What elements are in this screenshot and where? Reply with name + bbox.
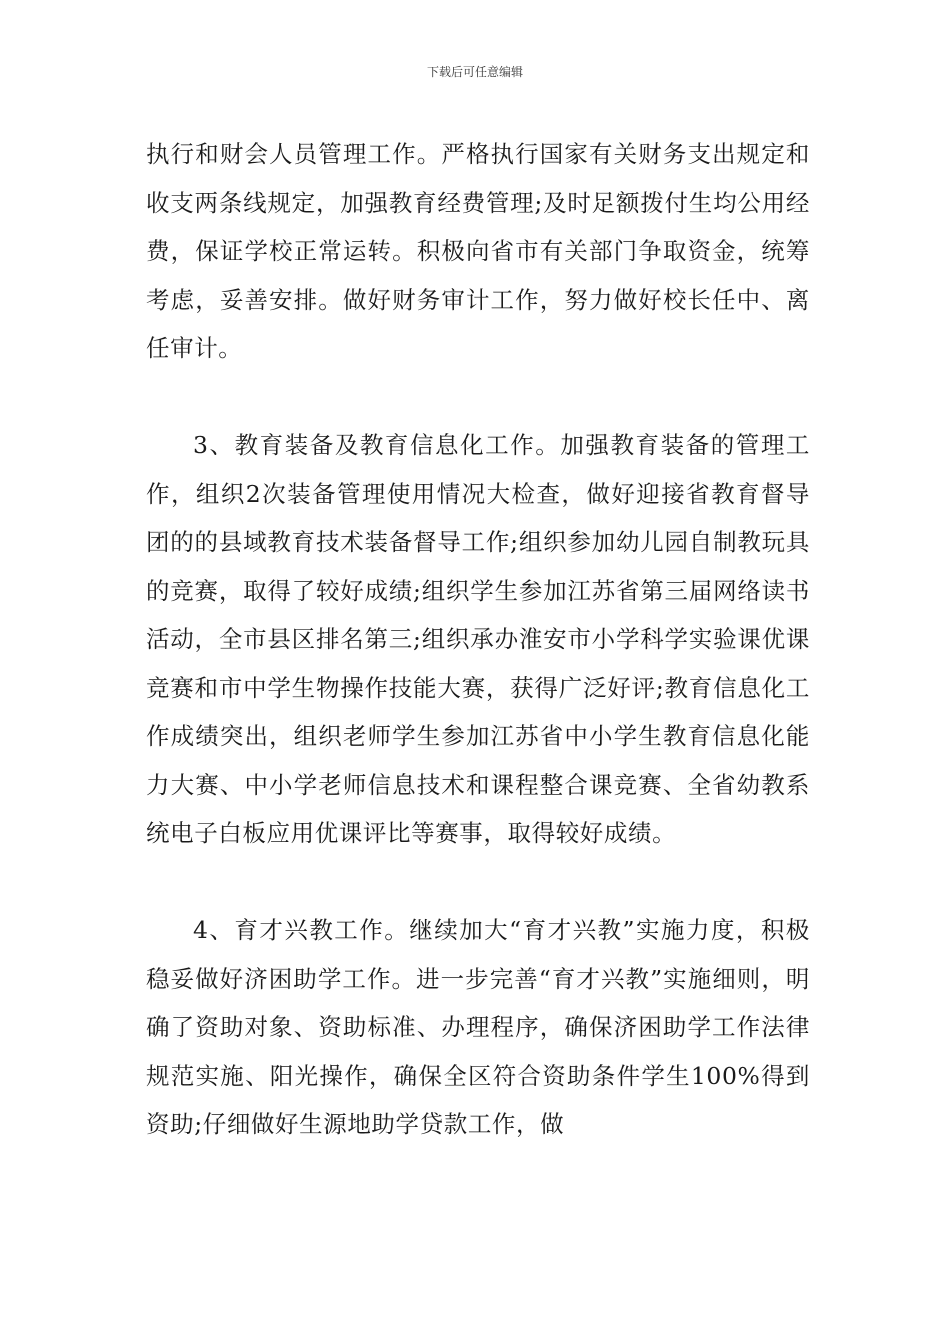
- paragraph-gap: [146, 373, 810, 422]
- paragraph-finance-continued: 执行和财会人员管理工作。严格执行国家有关财务支出规定和收支两条线规定，加强教育经费管理;及时足额拨付生均公用经费，保证学校正常运转。积极向省市有关部门争取资金，统筹考虑，妥善安排。做好财务审计工作，努力做好校长任中、离任审计。: [146, 140, 810, 362]
- paragraph-equipment-informatization: 3、教育装备及教育信息化工作。加强教育装备的管理工作，组织2次装备管理使用情况大检查，做好迎接省教育督导团的的县域教育技术装备督导工作;组织参加幼儿园自制教玩具的竞赛，取得了较好成绩;组织学生参加江苏省第三届网络读书活动，全市县区排名第三;组织承办淮安市小学科学实验课优课竞赛和市中学生物操作技能大赛，获得广泛好评;教育信息化工作成绩突出，组织老师学生参加江苏省中小学生教育信息化能力大赛、中小学老师信息技术和课程整合课竞赛、全省幼教系统电子白板应用优课评比等赛事，取得较好成绩。: [146, 431, 810, 847]
- paragraph-gap: [146, 858, 810, 907]
- page-header: 下载后可任意编辑: [426, 65, 523, 79]
- paragraph-talent-education: 4、育才兴教工作。继续加大“育才兴教”实施力度，积极稳妥做好济困助学工作。进一步完善“育才兴教”实施细则，明确了资助对象、资助标准、办理程序，确保济困助学工作法律规范实施、阳光操作，确保全区符合资助条件学生100%得到资助;仔细做好生源地助学贷款工作，做: [146, 916, 810, 1138]
- document-body: [146, 130, 810, 1149]
